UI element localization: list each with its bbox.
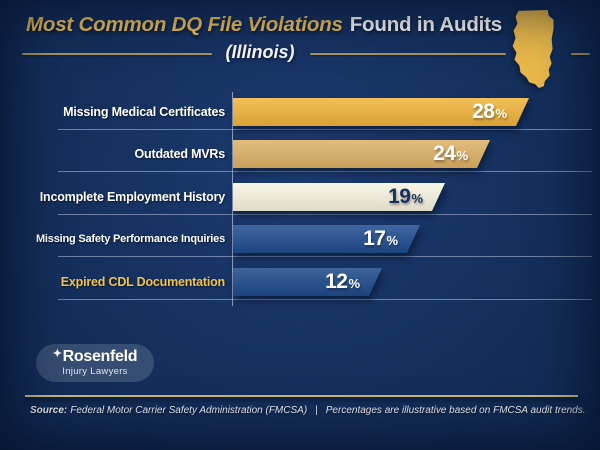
source-label: Source:: [30, 405, 68, 416]
page-subtitle: (Illinois): [225, 42, 295, 62]
title-highlight: Most Common DQ File Violations: [26, 13, 343, 36]
logo-name: Rosenfeld: [62, 348, 138, 365]
bar-category-label: Expired CDL Documentation: [60, 275, 225, 289]
title-rest: Found in Audits: [349, 13, 502, 36]
bar-missing-safety-performance-inquiries: [233, 225, 420, 253]
logo-tagline: Injury Lawyers: [62, 366, 128, 377]
bar-category-label: Incomplete Employment History: [39, 190, 225, 204]
logo-name-row: [53, 349, 138, 366]
bar-row-5: [0, 268, 600, 296]
row-separator: [58, 299, 592, 300]
bar-category-label: Outdated MVRs: [134, 147, 225, 161]
bar-value-label: 24 %: [433, 142, 468, 165]
header-rule-left: [22, 53, 212, 55]
footer-divider: [25, 395, 578, 397]
bar-row-3: [0, 183, 600, 211]
row-separator: [58, 214, 592, 215]
bar-expired-cdl-documentation: [233, 268, 382, 296]
row-separator: [58, 171, 592, 172]
bar-category-label: Missing Medical Certificates: [63, 105, 225, 119]
bar-row-4: [0, 225, 600, 253]
bar-value-label: 28 %: [472, 100, 507, 123]
bar-row-2: [0, 140, 600, 168]
logo-rosenfeld-injury-lawyers: [36, 344, 154, 382]
bar-value-label: 12 %: [325, 270, 360, 293]
footer-separator: |: [315, 405, 318, 416]
bar-outdated-mvrs: [233, 140, 490, 168]
illinois-state-icon: [506, 8, 568, 90]
bar-value-label: 19 %: [388, 185, 423, 208]
row-separator: [58, 256, 592, 257]
bar-row-1: [0, 98, 600, 126]
header-rule-right: [310, 53, 506, 55]
footer-note: Percentages are illustrative based on FMCSA audit trends.: [325, 405, 586, 416]
bar-category-label: Missing Safety Performance Inquiries: [35, 233, 225, 245]
header-rule-dash: [571, 53, 590, 55]
star-icon: ✦: [52, 348, 62, 360]
row-separator: [58, 129, 592, 130]
source-value: Federal Motor Carrier Safety Administration (FMCSA): [70, 405, 308, 416]
bar-missing-medical-certificates: [233, 98, 529, 126]
footer: [30, 405, 586, 416]
bar-incomplete-employment-history: [233, 183, 445, 211]
bar-value-label: 17 %: [363, 227, 398, 250]
page-title: [0, 13, 528, 37]
source-text: [30, 405, 307, 416]
